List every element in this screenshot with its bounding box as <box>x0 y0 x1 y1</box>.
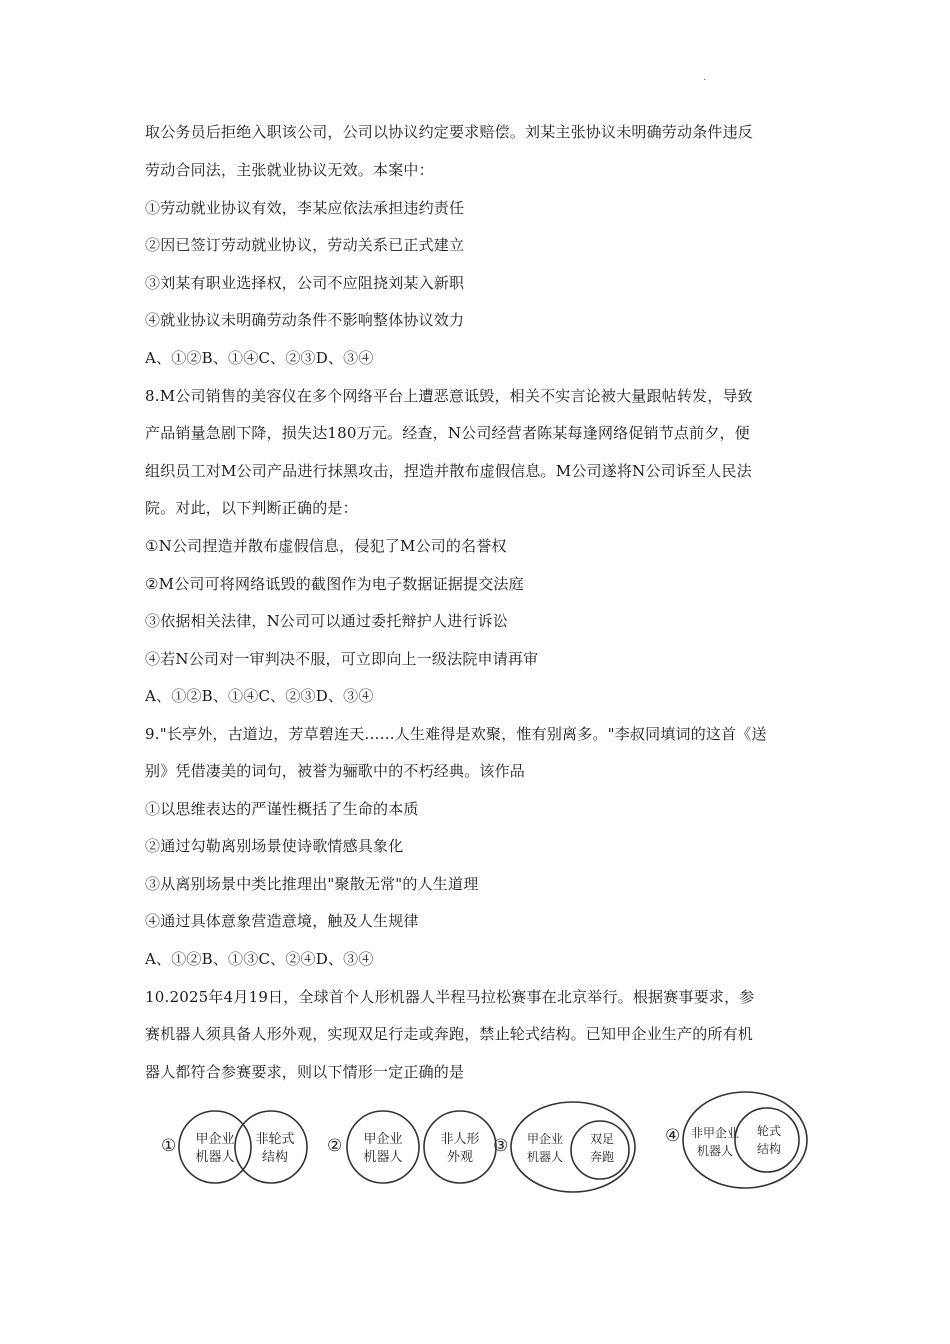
circle-b-label: 外观 <box>446 1150 474 1165</box>
inner-label: 结构 <box>756 1142 782 1156</box>
answer-choices: A、①②B、①③C、②④D、③④ <box>145 950 374 968</box>
question-text: 器人都符合参赛要求，则以下情形一定正确的是 <box>145 1063 465 1081</box>
inner-circle <box>735 1108 799 1172</box>
circle-b <box>235 1111 307 1183</box>
answer-choices: A、①②B、①④C、②③D、③④ <box>145 687 374 705</box>
question-text: 10.2025年4月19日，全球首个人形机器人半程马拉松赛事在北京举行。根据赛事要求，参 <box>145 988 755 1006</box>
diagram-2 <box>327 1111 496 1183</box>
question-text: 8.M公司销售的美容仪在多个网络平台上遭恶意诋毁，相关不实言论被大量跟帖转发，导致 <box>145 387 753 405</box>
circle-a-label: 机器人 <box>363 1150 403 1165</box>
outer-label: 机器人 <box>696 1144 734 1158</box>
diagram-1 <box>161 1111 307 1183</box>
question-text: 组织员工对M公司产品进行抹黑攻击，捏造并散布虚假信息。M公司遂将N公司诉至人民法 <box>145 462 752 480</box>
circle-a <box>179 1111 251 1183</box>
inner-label: 双足 <box>589 1132 615 1146</box>
question-text: 别》凭借凄美的词句，被誉为骊歌中的不朽经典。该作品 <box>145 762 526 780</box>
circle-a-label: 甲企业 <box>195 1132 235 1147</box>
diagram-marker: ④ <box>665 1126 681 1146</box>
option-line: ②通过勾勒离别场景使诗歌情感具象化 <box>145 837 404 855</box>
option-line: ②因已签订劳动就业协议，劳动关系已正式建立 <box>145 236 465 254</box>
option-line: ①以思维表达的严谨性概括了生命的本质 <box>145 800 419 818</box>
circle-a <box>347 1111 419 1183</box>
venn-diagrams <box>155 1085 815 1200</box>
question-text: 院。对此，以下判断正确的是： <box>145 499 358 517</box>
circle-b-label: 结构 <box>261 1150 289 1165</box>
question-text: 产品销量急剧下降，损失达180万元。经查，N公司经营者陈某每逢网络促销节点前夕，便 <box>145 424 750 442</box>
answer-choices: A、①②B、①④C、②③D、③④ <box>145 349 374 367</box>
option-line: ④若N公司对一审判决不服，可立即向上一级法院申请再审 <box>145 650 539 668</box>
option-line: ③依据相关法律，N公司可以通过委托辩护人进行诉讼 <box>145 612 508 630</box>
option-line: ②M公司可将网络诋毁的截图作为电子数据证据提交法庭 <box>145 575 524 593</box>
inner-label: 奔跑 <box>589 1150 615 1164</box>
option-line: ①N公司捏造并散布虚假信息，侵犯了M公司的名誉权 <box>145 537 507 555</box>
diagram-marker: ③ <box>493 1136 509 1156</box>
text-line: 取公务员后拒绝入职该公司，公司以协议约定要求赔偿。刘某主张协议未明确劳动条件违反 <box>145 123 754 141</box>
diagram-4 <box>665 1092 807 1188</box>
inner-label: 轮式 <box>756 1124 782 1138</box>
outer-ellipse <box>683 1092 807 1188</box>
outer-label: 机器人 <box>526 1150 564 1164</box>
question-text: 9."长亭外，古道边，芳草碧连天……人生难得是欢聚，惟有别离多。"李叔同填词的这首《送 <box>145 725 767 743</box>
outer-ellipse <box>511 1102 635 1192</box>
question-text: 赛机器人须具备人形外观，实现双足行走或奔跑，禁止轮式结构。已知甲企业生产的所有机 <box>145 1025 754 1043</box>
option-line: ④通过具体意象营造意境，触及人生规律 <box>145 912 419 930</box>
stray-mark: . <box>703 72 707 83</box>
text-line: 劳动合同法，主张就业协议无效。本案中： <box>145 161 434 179</box>
option-line: ④就业协议未明确劳动条件不影响整体协议效力 <box>145 311 465 329</box>
circle-b-label: 非轮式 <box>255 1132 295 1147</box>
circle-a-label: 机器人 <box>195 1150 235 1165</box>
outer-label: 甲企业 <box>526 1132 564 1146</box>
option-line: ③刘某有职业选择权，公司不应阻挠刘某入新职 <box>145 274 465 292</box>
option-line: ③从离别场景中类比推理出"聚散无常"的人生道理 <box>145 875 479 893</box>
outer-label: 非甲企业 <box>690 1126 740 1140</box>
circle-b <box>424 1111 496 1183</box>
diagram-marker: ① <box>161 1136 177 1156</box>
circle-b-label: 非人形 <box>440 1132 480 1147</box>
diagram-3 <box>493 1102 635 1192</box>
circle-a-label: 甲企业 <box>363 1132 403 1147</box>
diagram-marker: ② <box>327 1136 343 1156</box>
option-line: ①劳动就业协议有效，李某应依法承担违约责任 <box>145 199 465 217</box>
